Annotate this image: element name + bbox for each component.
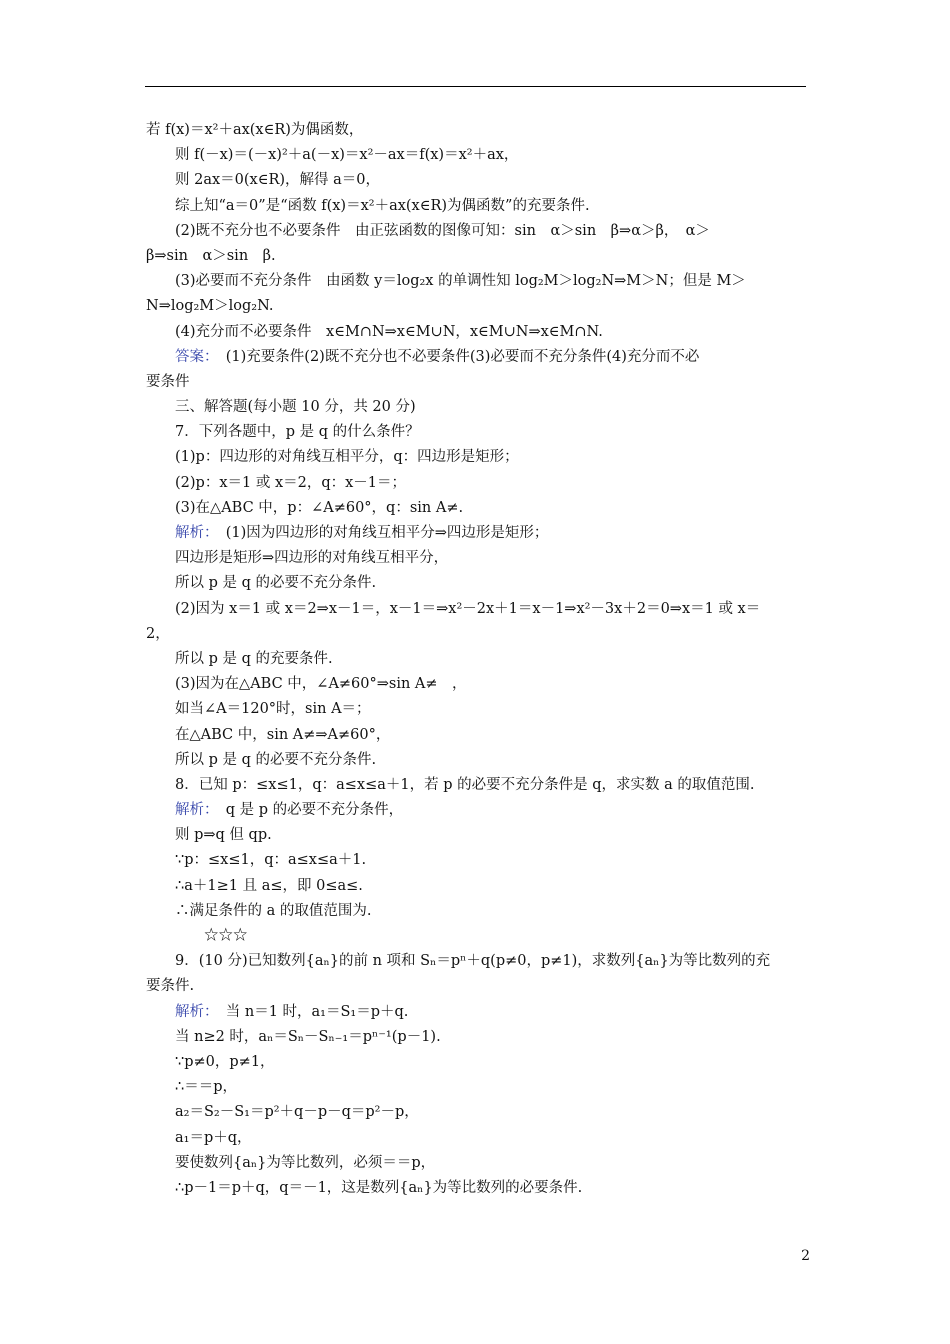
text-line (146, 1000, 806, 1025)
text-line (146, 395, 806, 420)
line-text: a₁＝p＋q， (175, 1129, 252, 1146)
line-text: 在△ABC 中，sin A≠⇒A≠60°， (175, 726, 391, 743)
text-line (146, 320, 806, 345)
text-line (146, 697, 806, 722)
line-text: ∴满足条件的 a 的取值范围为. (175, 902, 372, 919)
text-line (146, 974, 806, 999)
line-text: (1)p：四边形的对角线互相平分，q：四边形是矩形； (175, 449, 519, 466)
line-text: a₂＝S₂－S₁＝p²＋q－p－q＝p²－p， (175, 1104, 419, 1121)
line-text: (1)充要条件(2)既不充分也不必要条件(3)必要而不充分条件(4)充分而不必 (211, 348, 700, 365)
line-text: 则 f(－x)＝(－x)²＋a(－x)＝x²－ax＝f(x)＝x²＋ax， (175, 147, 519, 164)
text-line (146, 471, 806, 496)
line-text: (3)因为在△ABC 中，∠A≠60°⇒sin A≠ ， (175, 676, 467, 693)
line-text: 如当∠A＝120°时，sin A＝； (175, 701, 371, 718)
line-text: q 是 p 的必要不充分条件， (211, 802, 404, 819)
answer-label: 解析： (175, 802, 212, 819)
answer-label: 解析： (175, 1003, 212, 1020)
text-line (146, 370, 806, 395)
text-line (146, 1075, 806, 1100)
line-text: (2)因为 x＝1 或 x＝2⇒x－1＝，x－1＝⇒x²－2x＋1＝x－1⇒x²－3x＋2＝0⇒x＝1 或 x＝ (175, 600, 761, 617)
line-text: ☆☆☆ (175, 928, 248, 944)
text-line (146, 622, 806, 647)
text-line (146, 798, 806, 823)
line-text: N⇒log₂M＞log₂N. (146, 298, 274, 315)
line-text: (2)既不充分也不必要条件 由正弦函数的图像可知：sin α＞sin β⇒α＞β， α＞ (175, 222, 710, 239)
line-text: 8．已知 p：≤x≤1，q：a≤x≤a＋1，若 p 的必要不充分条件是 q，求实数 a 的取值范围. (175, 776, 755, 793)
text-line (146, 168, 806, 193)
text-line (146, 219, 806, 244)
text-line (146, 118, 806, 143)
text-line (146, 345, 806, 370)
text-line (146, 194, 806, 219)
line-text: 2， (146, 625, 170, 642)
text-line (146, 571, 806, 596)
text-line (146, 521, 806, 546)
text-line (146, 874, 806, 899)
line-text: 则 2ax＝0(x∈R)，解得 a＝0， (175, 172, 381, 189)
text-line (146, 723, 806, 748)
line-text: ∴a＋1≥1 且 a≤，即 0≤a≤. (175, 877, 363, 894)
page-number: 2 (801, 1248, 810, 1264)
text-line (146, 1126, 806, 1151)
line-text: (1)因为四边形的对角线互相平分⇒四边形是矩形； (211, 525, 549, 541)
line-text: ∵p：≤x≤1，q：a≤x≤a＋1. (175, 852, 367, 869)
line-text: 则 p⇒q 但 qp. (175, 827, 272, 844)
line-text: 要使数列{aₙ}为等比数列，必须＝＝p， (175, 1154, 436, 1171)
line-text: 所以 p 是 q 的必要不充分条件. (175, 575, 377, 592)
line-text: 当 n＝1 时，a₁＝S₁＝p＋q. (211, 1003, 409, 1020)
text-line (146, 420, 806, 445)
line-text: ∵p≠0，p≠1， (175, 1053, 275, 1070)
line-text: 9．(10 分)已知数列{aₙ}的前 n 项和 Sₙ＝pⁿ＋q(p≠0，p≠1)，求数列{aₙ}为等比数列的充 (175, 953, 771, 970)
text-line (146, 949, 806, 974)
text-line (146, 672, 806, 697)
text-line (146, 445, 806, 470)
text-line (146, 294, 806, 319)
line-text: β⇒sin α＞sin β. (146, 247, 276, 264)
text-line (146, 748, 806, 773)
line-text: (3)必要而不充分条件 由函数 y＝log₂x 的单调性知 log₂M＞log₂N⇒M＞N；但是 M＞ (175, 273, 746, 290)
line-text: 三、解答题(每小题 10 分，共 20 分) (175, 399, 416, 416)
line-text: 所以 p 是 q 的充要条件. (175, 650, 333, 667)
text-line (146, 823, 806, 848)
text-line (146, 773, 806, 798)
text-line (146, 848, 806, 873)
text-line (146, 1025, 806, 1050)
text-line (146, 1100, 806, 1125)
line-text: 要条件. (146, 978, 195, 995)
answer-label: 答案： (175, 348, 212, 365)
text-line (146, 143, 806, 168)
line-text: 7．下列各题中，p 是 q 的什么条件？ (175, 424, 420, 441)
line-text: (4)充分而不必要条件 x∈M∩N⇒x∈M∪N，x∈M∪N⇒x∈M∩N. (175, 323, 603, 340)
line-text: 综上知“a＝0”是“函数 f(x)＝x²＋ax(x∈R)为偶函数”的充要条件. (175, 197, 590, 214)
text-line (146, 647, 806, 672)
line-text: 若 f(x)＝x²＋ax(x∈R)为偶函数， (146, 122, 364, 138)
text-line (146, 496, 806, 521)
text-line (146, 1151, 806, 1176)
text-line (146, 546, 806, 571)
header-rule (145, 86, 806, 87)
text-line (146, 1050, 806, 1075)
text-line (146, 597, 806, 622)
text-line (146, 1176, 806, 1201)
line-text: (3)在△ABC 中，p：∠A≠60°，q：sin A≠. (175, 499, 464, 516)
line-text: ∴p－1＝p＋q，q＝－1，这是数列{aₙ}为等比数列的必要条件. (175, 1179, 583, 1196)
text-line (146, 269, 806, 294)
text-line (146, 244, 806, 269)
line-text: 所以 p 是 q 的必要不充分条件. (175, 751, 377, 768)
line-text: 四边形是矩形⇒四边形的对角线互相平分， (175, 550, 449, 567)
document-body (146, 118, 806, 1201)
answer-label: 解析： (175, 525, 212, 541)
line-text: 当 n≥2 时，aₙ＝Sₙ－Sₙ₋₁＝pⁿ⁻¹(p－1). (175, 1028, 441, 1045)
line-text: ∴＝＝p， (175, 1079, 238, 1096)
line-text: (2)p：x＝1 或 x＝2，q：x－1＝； (175, 474, 407, 491)
text-line (146, 924, 806, 949)
line-text: 要条件 (146, 373, 190, 390)
text-line (146, 899, 806, 924)
